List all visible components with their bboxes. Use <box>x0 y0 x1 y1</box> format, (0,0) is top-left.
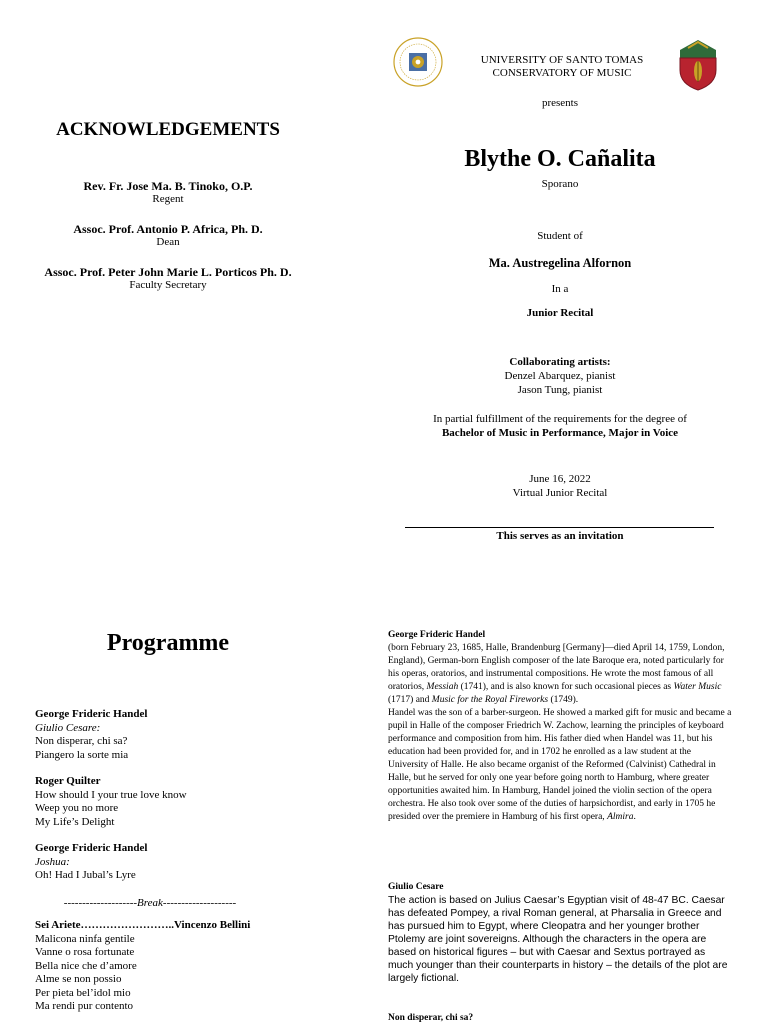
invitation-divider <box>405 527 714 528</box>
work-title: Giulio Cesare: <box>35 721 101 734</box>
song-title: Weep you no more <box>35 802 119 814</box>
invitation-note: This serves as an invitation <box>496 530 624 542</box>
bio-heading: George Frideric Handel <box>388 630 486 640</box>
acknowledgement-list <box>18 179 318 292</box>
song-title: Alme se non possio <box>35 973 122 985</box>
collab-artist-1: Denzel Abarquez, pianist <box>504 370 616 382</box>
ack-name-dean: Assoc. Prof. Antonio P. Africa, Ph. D. <box>73 222 263 236</box>
university-name: UNIVERSITY OF SANTO TOMAS <box>480 54 644 66</box>
recital-venue: Virtual Junior Recital <box>512 487 608 499</box>
programme-title: Programme <box>106 630 230 656</box>
giulio-cesare-heading: Giulio Cesare <box>388 882 444 892</box>
song-title: How should I your true love know <box>35 788 187 801</box>
composer-handel: George Frideric Handel <box>35 842 148 854</box>
acknowledgements-title: ACKNOWLEDGEMENTS <box>56 119 280 140</box>
recital-type: Junior Recital <box>526 307 594 319</box>
composer-handel: George Frideric Handel <box>35 708 148 720</box>
ack-role-dean: Dean <box>156 236 180 248</box>
song-title: Piangero la sorte mia <box>35 748 129 761</box>
handel-bio <box>388 629 733 824</box>
collab-heading: Collaborating artists: <box>509 356 611 368</box>
ust-seal-logo <box>392 36 444 88</box>
bellini-heading: Sei Ariete……………………..Vincenzo Bellini <box>35 919 251 931</box>
song-title: Bella nice che d’amore <box>35 959 137 972</box>
recital-date: June 16, 2022 <box>529 473 591 485</box>
ack-role-regent: Regent <box>152 193 184 205</box>
collab-artist-2: Jason Tung, pianist <box>517 384 603 396</box>
non-disperar-heading: Non disperar, chi sa? <box>388 1013 474 1023</box>
song-title: Per pieta bel’idol mio <box>35 986 131 999</box>
ack-name-secretary: Assoc. Prof. Peter John Marie L. Porticos Ph. D. <box>44 265 292 279</box>
bio-paragraph: (born February 23, 1685, Halle, Brandenburg [Germany]—died April 14, 1759, London, England), German-born English composer of the late Baroque era, noted particularly for his operas, oratorios, and instrumental compositions. He wrote the most famous of all oratorios, Messiah (1741), and is also known for such occasional pieces as Water Music (1717) and Music for the Royal Fireworks (1749). <box>388 643 725 705</box>
in-a-label: In a <box>551 283 569 295</box>
programme-list <box>35 708 295 1014</box>
song-title: Oh! Had I Jubal’s Lyre <box>35 869 136 881</box>
song-title: Non disperar, chi sa? <box>35 735 128 747</box>
performer-name: Blythe O. Cañalita <box>464 146 656 172</box>
fulfillment-text: In partial fulfillment of the requirements for the degree of <box>433 413 687 425</box>
song-title: Vanne o rosa fortunate <box>35 946 135 958</box>
conservatory-name: CONSERVATORY OF MUSIC <box>492 67 632 79</box>
presents-label: presents <box>541 97 579 109</box>
teacher-name: Ma. Austregelina Alfornon <box>488 256 632 270</box>
voice-type: Sporano <box>541 178 579 190</box>
conservatory-shield-logo <box>674 36 722 92</box>
ack-role-secretary: Faculty Secretary <box>129 279 207 291</box>
song-title: Malicona ninfa gentile <box>35 932 135 945</box>
work-title: Joshua: <box>35 855 70 868</box>
bio-paragraph: Handel was the son of a barber-surgeon. He showed a marked gift for music and became a pupil in Halle of the composer Friedrich W. Zachow, learning the principles of keyboard performance and composition from him. His father died when Handel was 11, but his education had been provided for, and in 1702 he enrolled as a law student at the University of Halle. He also became organist of the Reformed (Calvinist) Cathedral in Halle, but he served for only one year before going north to Hamburg, where greater opportunities awaited him. In Hamburg, Handel joined the violin section of the opera orchestra. He also took over some of the duties of harpsichordist, and early in 1705 he presided over the premiere in Hamburg of his first opera, Almira. <box>388 708 732 822</box>
student-of-label: Student of <box>537 230 583 242</box>
composer-quilter: Roger Quilter <box>35 775 101 787</box>
giulio-cesare-synopsis: The action is based on Julius Caesar’s Egyptian visit of 48-47 BC. Caesar has defeated Pompey, a rival Roman general, at Pharsalia in Greece and has pursued him to Egypt, where Cleopatra and her younger brother Ptolemy are joint sovereigns. Although the characters in the opera are based on historical figures – but with Caesar and Sextus portrayed as much younger than their counterparts in history – the details of the plot are largely fictional. <box>388 895 728 984</box>
song-title: My Life’s Delight <box>35 815 115 828</box>
song-title: Ma rendi pur contento <box>35 1000 134 1012</box>
break-divider: --------------------Break-------------------- <box>63 896 237 909</box>
degree-name: Bachelor of Music in Performance, Major in Voice <box>441 427 679 439</box>
ack-name-regent: Rev. Fr. Jose Ma. B. Tinoko, O.P. <box>83 179 253 193</box>
